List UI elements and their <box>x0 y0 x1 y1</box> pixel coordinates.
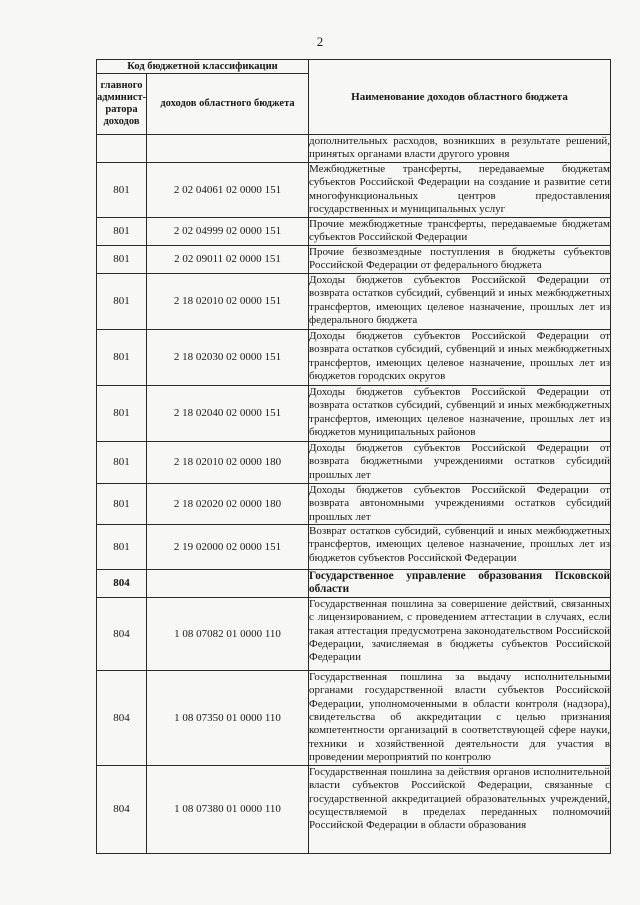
income-name: Возврат остатков субсидий, субвенций и иных межбюджетных трансфертов, имеющих целевое назначение, прошлых лет из бюджетов субъектов Российской Федерации <box>309 525 611 570</box>
admin-code: 801 <box>97 441 147 483</box>
admin-code: 801 <box>97 217 147 245</box>
income-name: Доходы бюджетов субъектов Российской Федерации от возврата бюджетными учреждениями остатков субсидий прошлых лет <box>309 441 611 483</box>
section-title: Государственное управление образования Псковской области <box>309 570 610 596</box>
income-name: Государственная пошлина за совершение действий, связанных с лицензированием, с проведением аттестации в случаях, если такая аттестация предусмотрена законодательством Российской Федерации, зачисляемая в бюджеты субъектов Российской Федерации <box>309 597 611 670</box>
table-row <box>97 385 611 441</box>
income-code <box>147 570 309 598</box>
income-code: 2 02 04999 02 0000 151 <box>147 217 309 245</box>
admin-code: 804 <box>97 597 147 670</box>
income-code <box>147 135 309 163</box>
table-row <box>97 273 611 329</box>
section-row <box>97 570 611 598</box>
admin-code: 801 <box>97 162 147 217</box>
admin-code: 801 <box>97 273 147 329</box>
income-name: Прочие межбюджетные трансферты, передаваемые бюджетам субъектов Российской Федерации <box>309 217 611 245</box>
table-row <box>97 245 611 273</box>
admin-code: 801 <box>97 483 147 524</box>
table-row <box>97 329 611 385</box>
header-main-administrator: главного админист-ратора доходов <box>97 74 147 135</box>
header-income-code: доходов областного бюджета <box>147 74 309 135</box>
table-row <box>97 670 611 765</box>
table-row <box>97 441 611 483</box>
header-budget-classification-code: Код бюджетной классификации <box>97 60 309 74</box>
income-code: 2 18 02010 02 0000 180 <box>147 441 309 483</box>
income-code: 1 08 07350 01 0000 110 <box>147 670 309 765</box>
income-name: Межбюджетные трансферты, передаваемые бюджетам субъектов Российской Федерации на создание и развитие сети многофункциональных центров предоставления государственных и муниципальных услуг <box>309 162 611 217</box>
income-code: 2 18 02030 02 0000 151 <box>147 329 309 385</box>
income-name: Государственная пошлина за действия органов исполнительной власти субъектов Российской Федерации, связанные с государственной аккредитацией образовательных учреждений, осуществляемой в пределах переданных полномочий Российской Федерации в области образования <box>309 765 611 853</box>
income-name: Государственная пошлина за выдачу исполнительными органами государственной власти субъектов Российской Федерации, уполномоченными в области контроля (надзора), свидетельства об аккредитации с целью признания компетентности организаций в соответствующей сфере науки, техники и хозяйственной деятельности для участия в проведении мероприятий по контролю <box>309 670 610 764</box>
table-row <box>97 597 611 670</box>
income-code: 1 08 07082 01 0000 110 <box>147 597 309 670</box>
table-row <box>97 483 611 524</box>
admin-code: 801 <box>97 525 147 570</box>
header-income-name: Наименование доходов областного бюджета <box>309 60 611 135</box>
income-code: 2 02 09011 02 0000 151 <box>147 245 309 273</box>
income-code: 2 18 02040 02 0000 151 <box>147 385 309 441</box>
admin-code: 801 <box>97 329 147 385</box>
income-code: 2 19 02000 02 0000 151 <box>147 525 309 570</box>
income-name: Прочие безвозмездные поступления в бюджеты субъектов Российской Федерации от федерального бюджета <box>309 245 611 273</box>
income-name: Доходы бюджетов субъектов Российской Федерации от возврата остатков субсидий, субвенций и иных межбюджетных трансфертов, имеющих целевое назначение, прошлых лет из бюджетов городских округов <box>309 329 611 385</box>
table-row <box>97 162 611 217</box>
admin-code: 801 <box>97 245 147 273</box>
income-name: Доходы бюджетов субъектов Российской Федерации от возврата автономными учреждениями остатков субсидий прошлых лет <box>309 483 610 523</box>
admin-code: 804 <box>97 765 147 853</box>
table-row <box>97 525 611 570</box>
income-code: 2 18 02020 02 0000 180 <box>147 483 309 524</box>
income-name: Доходы бюджетов субъектов Российской Федерации от возврата остатков субсидий, субвенций и иных межбюджетных трансфертов, имеющих целевое назначение, прошлых лет из бюджетов муниципальных районов <box>309 385 611 441</box>
admin-code: 801 <box>97 385 147 441</box>
page-number: 2 <box>316 34 324 49</box>
income-code: 2 02 04061 02 0000 151 <box>147 162 309 217</box>
income-code: 2 18 02010 02 0000 151 <box>147 273 309 329</box>
admin-code: 804 <box>97 670 147 765</box>
income-name: Доходы бюджетов субъектов Российской Федерации от возврата остатков субсидий, субвенций и иных межбюджетных трансфертов, имеющих целевое назначение, прошлых лет из федерального бюджета <box>309 273 611 329</box>
income-code: 1 08 07380 01 0000 110 <box>147 765 309 853</box>
table-row <box>97 217 611 245</box>
table-row <box>97 765 611 853</box>
income-name: дополнительных расходов, возникших в результате решений, принятых органами власти другого уровня <box>309 135 610 161</box>
admin-code: 804 <box>97 570 147 598</box>
admin-code <box>97 135 147 163</box>
table-row <box>97 135 611 163</box>
budget-classification-table <box>96 59 611 854</box>
